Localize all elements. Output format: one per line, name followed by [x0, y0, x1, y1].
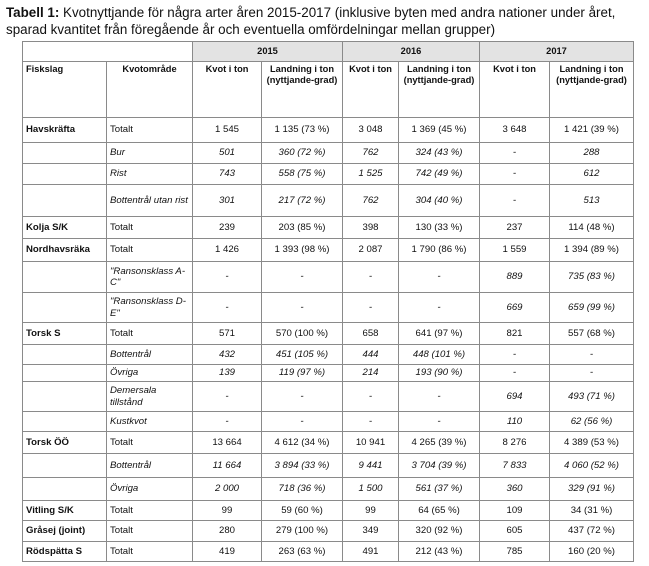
caption-label: Tabell 1:	[6, 5, 60, 20]
table-row	[23, 164, 634, 185]
quota-area-cell: Totalt	[107, 432, 193, 454]
quota-2016-cell: -	[343, 412, 399, 432]
species-cell	[23, 262, 107, 293]
quota-area-cell: Demersala tillstånd	[107, 382, 193, 412]
quota-2015-cell: 1 545	[193, 118, 262, 143]
landing-2016-cell: 193 (90 %)	[399, 365, 480, 382]
quota-2016-cell: 658	[343, 323, 399, 345]
species-cell: Torsk S	[23, 323, 107, 345]
landing-2015-cell: 279 (100 %)	[262, 521, 343, 542]
quota-2016-cell: 214	[343, 365, 399, 382]
year-header-blank	[23, 42, 193, 62]
quota-area-cell: Kustkvot	[107, 412, 193, 432]
quota-2017-cell: 889	[480, 262, 550, 293]
landing-2017-cell: 114 (48 %)	[550, 217, 634, 239]
landing-2017-cell: 659 (99 %)	[550, 293, 634, 323]
landing-2015-cell: 217 (72 %)	[262, 185, 343, 217]
quota-2017-cell: 785	[480, 542, 550, 562]
table-row	[23, 478, 634, 501]
landing-2016-cell: 4 265 (39 %)	[399, 432, 480, 454]
quota-area-cell: Övriga	[107, 365, 193, 382]
quota-2015-cell: 501	[193, 143, 262, 164]
quota-2017-cell: 1 559	[480, 239, 550, 262]
header-quota-area: Kvotområde	[107, 62, 193, 118]
quota-2016-cell: 3 048	[343, 118, 399, 143]
landing-2017-cell: 437 (72 %)	[550, 521, 634, 542]
quota-2015-cell: 2 000	[193, 478, 262, 501]
landing-2017-cell: 4 389 (53 %)	[550, 432, 634, 454]
landing-2017-cell: 160 (20 %)	[550, 542, 634, 562]
table-row	[23, 501, 634, 521]
landing-2015-cell: 558 (75 %)	[262, 164, 343, 185]
landing-2017-cell: -	[550, 365, 634, 382]
quota-2015-cell: 13 664	[193, 432, 262, 454]
table-row	[23, 262, 634, 293]
species-cell	[23, 382, 107, 412]
table-row	[23, 521, 634, 542]
quota-2017-cell: -	[480, 365, 550, 382]
landing-2016-cell: 130 (33 %)	[399, 217, 480, 239]
quota-2015-cell: -	[193, 262, 262, 293]
table-row	[23, 239, 634, 262]
quota-area-cell: Totalt	[107, 323, 193, 345]
table-row	[23, 412, 634, 432]
quota-area-cell: Övriga	[107, 478, 193, 501]
table-row	[23, 293, 634, 323]
landing-2016-cell: 212 (43 %)	[399, 542, 480, 562]
quota-2017-cell: 605	[480, 521, 550, 542]
landing-2017-cell: 735 (83 %)	[550, 262, 634, 293]
species-cell: Torsk ÖÖ	[23, 432, 107, 454]
species-cell	[23, 164, 107, 185]
landing-2017-cell: -	[550, 345, 634, 365]
landing-2016-cell: -	[399, 293, 480, 323]
table-body	[23, 118, 634, 562]
header-quota-2015: Kvot i ton	[193, 62, 262, 118]
quota-2017-cell: 110	[480, 412, 550, 432]
quota-2017-cell: -	[480, 143, 550, 164]
quota-2017-cell: 669	[480, 293, 550, 323]
table-row	[23, 345, 634, 365]
quota-2015-cell: 419	[193, 542, 262, 562]
quota-2016-cell: 349	[343, 521, 399, 542]
quota-2016-cell: -	[343, 262, 399, 293]
landing-2015-cell: 263 (63 %)	[262, 542, 343, 562]
quota-2016-cell: -	[343, 382, 399, 412]
quota-2016-cell: 2 087	[343, 239, 399, 262]
table-row	[23, 365, 634, 382]
quota-2016-cell: 444	[343, 345, 399, 365]
quota-2017-cell: 109	[480, 501, 550, 521]
landing-2015-cell: 4 612 (34 %)	[262, 432, 343, 454]
landing-2016-cell: 561 (37 %)	[399, 478, 480, 501]
landing-2016-cell: 64 (65 %)	[399, 501, 480, 521]
year-header-2015: 2015	[193, 42, 343, 62]
landing-2017-cell: 1 394 (89 %)	[550, 239, 634, 262]
landing-2016-cell: -	[399, 262, 480, 293]
quota-2016-cell: -	[343, 293, 399, 323]
quota-2016-cell: 10 941	[343, 432, 399, 454]
table-row	[23, 143, 634, 164]
landing-2017-cell: 34 (31 %)	[550, 501, 634, 521]
header-landing-2017: Landning i ton (nyttjande-grad)	[550, 62, 634, 118]
landing-2016-cell: -	[399, 412, 480, 432]
quota-area-cell: Bottentrål	[107, 454, 193, 478]
landing-2015-cell: 203 (85 %)	[262, 217, 343, 239]
landing-2015-cell: 360 (72 %)	[262, 143, 343, 164]
species-cell	[23, 143, 107, 164]
quota-2017-cell: -	[480, 164, 550, 185]
quota-2016-cell: 9 441	[343, 454, 399, 478]
quota-2017-cell: 237	[480, 217, 550, 239]
species-cell: Gråsej (joint)	[23, 521, 107, 542]
landing-2015-cell: 570 (100 %)	[262, 323, 343, 345]
table-row	[23, 118, 634, 143]
landing-2015-cell: 1 135 (73 %)	[262, 118, 343, 143]
landing-2015-cell: 451 (105 %)	[262, 345, 343, 365]
quota-area-cell: Totalt	[107, 501, 193, 521]
quota-2015-cell: -	[193, 412, 262, 432]
quota-2017-cell: 694	[480, 382, 550, 412]
quota-2015-cell: 99	[193, 501, 262, 521]
quota-2017-cell: 8 276	[480, 432, 550, 454]
table-row	[23, 382, 634, 412]
table-row	[23, 323, 634, 345]
species-cell: Nordhavsräka	[23, 239, 107, 262]
column-header-row	[23, 62, 634, 118]
quota-2015-cell: -	[193, 293, 262, 323]
landing-2015-cell: -	[262, 262, 343, 293]
landing-2017-cell: 557 (68 %)	[550, 323, 634, 345]
table-row	[23, 542, 634, 562]
landing-2015-cell: 3 894 (33 %)	[262, 454, 343, 478]
table-row	[23, 217, 634, 239]
landing-2015-cell: 59 (60 %)	[262, 501, 343, 521]
landing-2015-cell: 1 393 (98 %)	[262, 239, 343, 262]
quota-area-cell: Totalt	[107, 521, 193, 542]
species-cell: Kolja S/K	[23, 217, 107, 239]
quota-area-cell: Totalt	[107, 217, 193, 239]
landing-2017-cell: 612	[550, 164, 634, 185]
landing-2015-cell: -	[262, 412, 343, 432]
species-cell	[23, 345, 107, 365]
table-row	[23, 185, 634, 217]
table-row	[23, 454, 634, 478]
quota-2015-cell: 1 426	[193, 239, 262, 262]
quota-2017-cell: 3 648	[480, 118, 550, 143]
landing-2015-cell: -	[262, 293, 343, 323]
landing-2016-cell: 1 790 (86 %)	[399, 239, 480, 262]
species-cell: Rödspätta S	[23, 542, 107, 562]
species-cell	[23, 412, 107, 432]
quota-2015-cell: 432	[193, 345, 262, 365]
quota-2015-cell: -	[193, 382, 262, 412]
table-row	[23, 432, 634, 454]
quota-2015-cell: 11 664	[193, 454, 262, 478]
caption-text: Kvotnyttjande för några arter åren 2015-2017 (inklusive byten med andra nationer under året, sparad kvantitet från föregående år och eventuella omfördelningar mellan grupper)	[6, 5, 616, 37]
landing-2016-cell: 3 704 (39 %)	[399, 454, 480, 478]
landing-2015-cell: 119 (97 %)	[262, 365, 343, 382]
landing-2017-cell: 329 (91 %)	[550, 478, 634, 501]
header-quota-2016: Kvot i ton	[343, 62, 399, 118]
landing-2016-cell: 320 (92 %)	[399, 521, 480, 542]
quota-2017-cell: -	[480, 185, 550, 217]
quota-2015-cell: 280	[193, 521, 262, 542]
landing-2016-cell: 324 (43 %)	[399, 143, 480, 164]
quota-2015-cell: 239	[193, 217, 262, 239]
landing-2015-cell: -	[262, 382, 343, 412]
header-quota-2017: Kvot i ton	[480, 62, 550, 118]
quota-2016-cell: 762	[343, 185, 399, 217]
quota-area-cell: Bottentrål	[107, 345, 193, 365]
year-header-row	[23, 42, 634, 62]
year-header-2016: 2016	[343, 42, 480, 62]
landing-2017-cell: 288	[550, 143, 634, 164]
quota-2017-cell: 821	[480, 323, 550, 345]
quota-area-cell: Totalt	[107, 118, 193, 143]
landing-2017-cell: 493 (71 %)	[550, 382, 634, 412]
landing-2016-cell: 1 369 (45 %)	[399, 118, 480, 143]
quota-2016-cell: 762	[343, 143, 399, 164]
landing-2017-cell: 1 421 (39 %)	[550, 118, 634, 143]
quota-area-cell: "Ransonsklass D-E"	[107, 293, 193, 323]
species-cell	[23, 478, 107, 501]
quota-2016-cell: 491	[343, 542, 399, 562]
quota-2015-cell: 743	[193, 164, 262, 185]
quota-area-cell: Totalt	[107, 239, 193, 262]
quota-area-cell: Rist	[107, 164, 193, 185]
species-cell: Havskräfta	[23, 118, 107, 143]
header-landing-2016: Landning i ton (nyttjande-grad)	[399, 62, 480, 118]
quota-area-cell: Totalt	[107, 542, 193, 562]
landing-2016-cell: 641 (97 %)	[399, 323, 480, 345]
landing-2016-cell: 742 (49 %)	[399, 164, 480, 185]
year-header-2017: 2017	[480, 42, 634, 62]
quota-2017-cell: 7 833	[480, 454, 550, 478]
species-cell	[23, 365, 107, 382]
quota-2016-cell: 1 525	[343, 164, 399, 185]
landing-2015-cell: 718 (36 %)	[262, 478, 343, 501]
header-landing-2015: Landning i ton (nyttjande-grad)	[262, 62, 343, 118]
species-cell	[23, 185, 107, 217]
species-cell	[23, 293, 107, 323]
quota-2016-cell: 1 500	[343, 478, 399, 501]
header-species: Fiskslag	[23, 62, 107, 118]
quota-area-cell: Bottentrål utan rist	[107, 185, 193, 217]
landing-2016-cell: -	[399, 382, 480, 412]
landing-2016-cell: 448 (101 %)	[399, 345, 480, 365]
quota-2015-cell: 139	[193, 365, 262, 382]
quota-2017-cell: -	[480, 345, 550, 365]
quota-2016-cell: 398	[343, 217, 399, 239]
landing-2017-cell: 4 060 (52 %)	[550, 454, 634, 478]
landing-2017-cell: 513	[550, 185, 634, 217]
quota-2015-cell: 301	[193, 185, 262, 217]
quota-2015-cell: 571	[193, 323, 262, 345]
table-caption	[6, 5, 636, 38]
quota-area-cell: Bur	[107, 143, 193, 164]
landing-2017-cell: 62 (56 %)	[550, 412, 634, 432]
species-cell	[23, 454, 107, 478]
quota-2016-cell: 99	[343, 501, 399, 521]
landing-2016-cell: 304 (40 %)	[399, 185, 480, 217]
quota-table	[22, 41, 634, 562]
quota-area-cell: "Ransonsklass A-C"	[107, 262, 193, 293]
species-cell: Vitling S/K	[23, 501, 107, 521]
quota-2017-cell: 360	[480, 478, 550, 501]
